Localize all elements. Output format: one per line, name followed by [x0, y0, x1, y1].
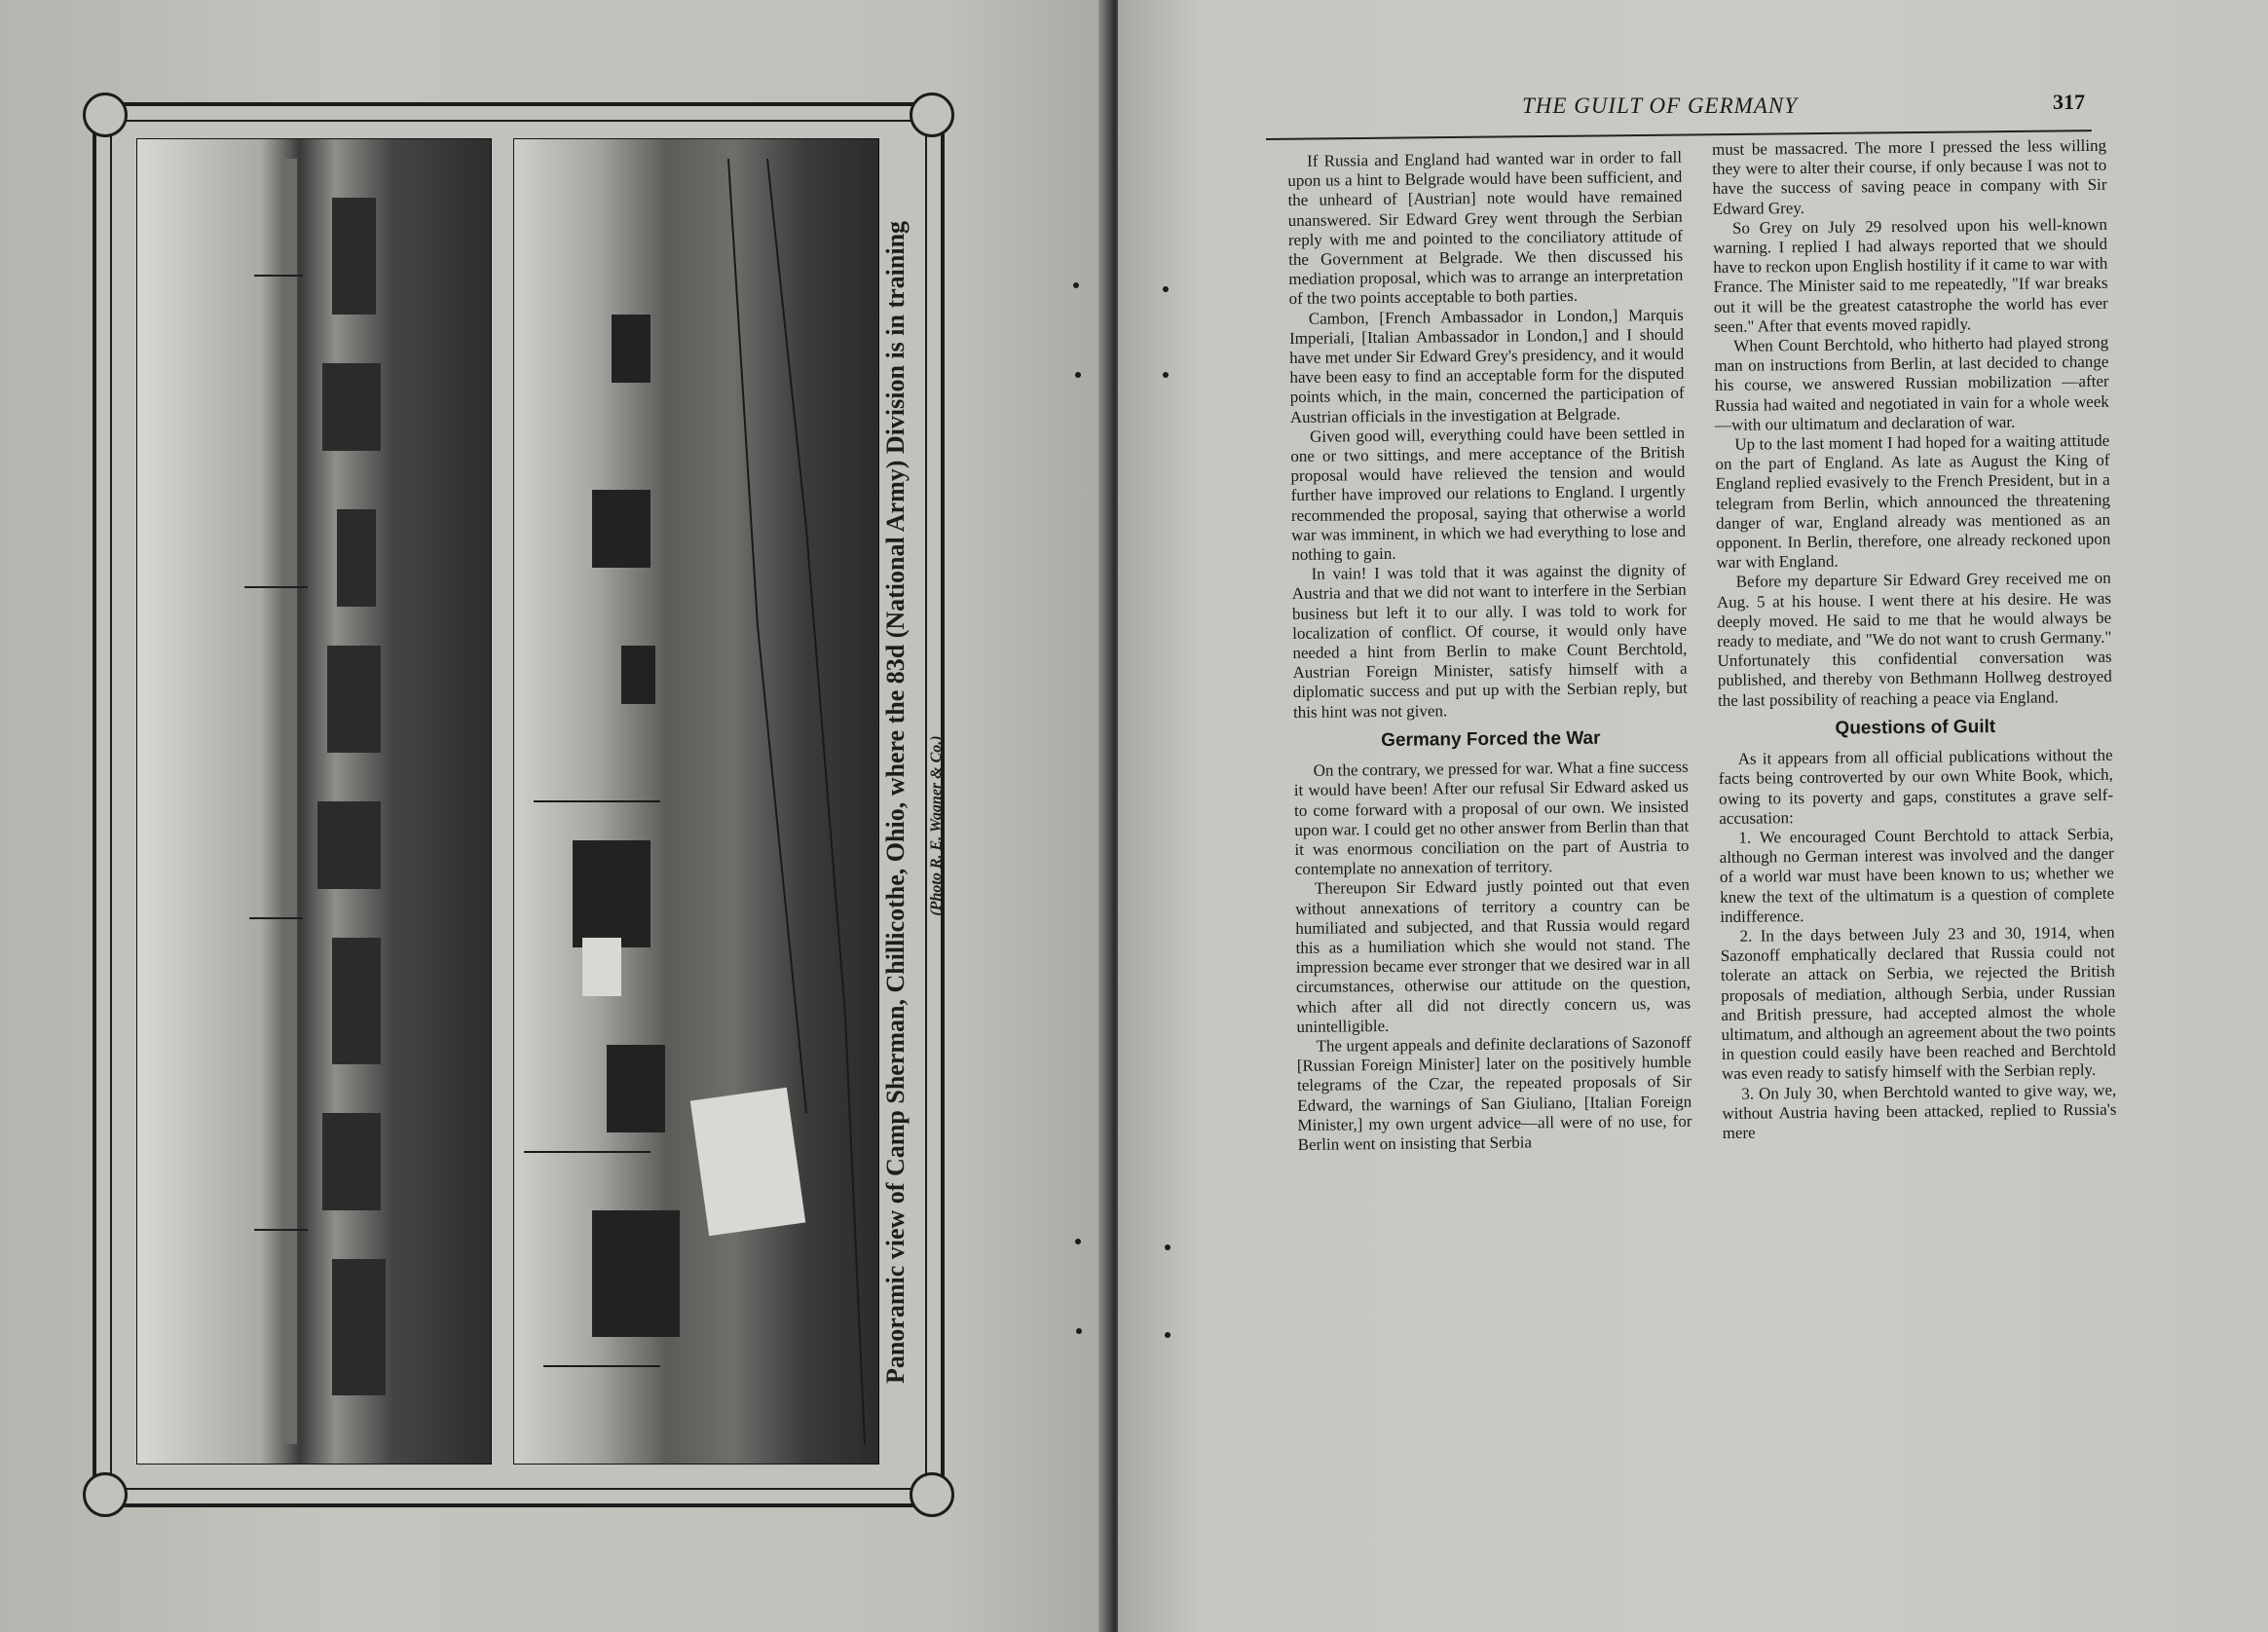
paragraph: Thereupon Sir Edward justly pointed out that even without annexations of territory a country can be humiliated and subjected, and that Russia would regard this as a humiliation which she would not stand. The impression became ever stronger that we desired war in all circumstances, otherwise our attitude on the question, which after all did not directly concern us, was unintelligible. — [1295, 875, 1692, 1036]
page-speck — [1163, 372, 1169, 378]
photo-credit: (Photo R. E. Wagner & Co.) — [928, 735, 945, 916]
frame-ornament — [910, 1472, 954, 1517]
frame-ornament — [83, 93, 128, 137]
plate-caption: Panoramic view of Camp Sherman, Chillicothe, Ohio, where the 83d (National Army) Division is in training — [881, 220, 910, 1385]
text-column-left — [1287, 148, 1692, 1155]
paragraph: On the contrary, we pressed for war. What a fine success it would have been! After our refusal Sir Edward asked us to come forward with a proposal of our own. We insisted upon war. I could get no other answer from Berlin than that it was enormous conciliation on the part of Austria to contemplate no annexation of territory. — [1293, 757, 1690, 879]
paragraph: Up to the last moment I had hoped for a waiting attitude on the part of England. As late as August the King of England replied evasively to the French President, but in a telegram from Berlin, which announced the threatening danger of war, England already was mentioned as an opponent. In Berlin, therefore, one already reckoned upon war with England. — [1715, 430, 2111, 573]
paragraph: In vain! I was told that it was against the dignity of Austria and that we did not want to interfere in the Serbian business but left it to our ally. I was told to work for localization of conflict. Of course, it would only have needed a hint from Berlin to make Count Berchtold, Austrian Foreign Minister, satisfy himself with a diplomatic success and put up with the Serbian reply, but this hint was not given. — [1291, 561, 1688, 722]
page-speck — [1075, 372, 1081, 378]
page-speck — [1163, 286, 1169, 292]
camp-panorama-photo-bottom — [513, 138, 879, 1465]
page-number: 317 — [2053, 90, 2085, 114]
page-speck — [1076, 1328, 1082, 1334]
page-speck — [1165, 1244, 1171, 1250]
running-header: THE GUILT OF GERMANY — [1522, 93, 1798, 118]
paragraph: When Count Berchtold, who hitherto had played strong man on instructions from Berlin, at last decided to change his course, we answered Russian mobilization —after Russia had waited and negotiated in vain for a whole week—with our ultimatum and declaration of war. — [1714, 332, 2109, 434]
paragraph: must be massacred. The more I pressed the less willing they were to alter their course, if only because I was not to have the success of saving peace in company with Sir Edward Grey. — [1712, 135, 2107, 218]
paragraph: So Grey on July 29 resolved upon his well-known warning. I replied I had always reported that we should have to reckon upon English hostility if it came to war with France. The Minister said to me repeatedly, "If war breaks out it will be the greatest catastrophe the world has ever seen." After that events moved rapidly. — [1713, 214, 2108, 336]
paragraph: If Russia and England had wanted war in order to fall upon us a hint to Belgrade would have been sufficient, and the unheard of [Austrian] note would have remained unanswered. Sir Edward Grey went through the Serbian reply with me and pointed to the conciliatory attitude of the Government at Belgrade. We then discussed his mediation proposal, which was to arrange an interpretation of the two points acceptable to both parties. — [1287, 147, 1684, 309]
paragraph: The urgent appeals and definite declarations of Sazonoff [Russian Foreign Minister] later on the positively humble telegrams of the Czar, the repeated proposals of Sir Edward, the warnings of San Giuliano, [Italian Foreign Minister,] my own urgent advice—all were of no use, for Berlin went on insisting that Serbia — [1296, 1032, 1692, 1154]
paragraph: Before my departure Sir Edward Grey received me on Aug. 5 at his house. I went there at his desire. He was deeply moved. He said to me that he would always be ready to mediate, and "We do not want to crush Germany." Unfortunately this confidential conversation was published, and thereby von Bethmann Hollweg destroyed the last possibility of reaching a peace via England. — [1716, 569, 2112, 710]
frame-ornament — [83, 1472, 128, 1517]
paragraph: As it appears from all official publications without the facts being controverted by our own White Book, which, owing to its poverty and gaps, constitutes a grave self-accusation: — [1718, 745, 2114, 828]
page-speck — [1165, 1332, 1171, 1338]
paragraph: Given good will, everything could have been settled in one or two sittings, and mere acceptance of the British proposal would have relieved the tension and would further have improved our relations to England. I urgently recommended the proposal, saying that otherwise a world war was imminent, in which we had everything to lose and nothing to gain. — [1290, 423, 1687, 565]
list-paragraph: 3. On July 30, when Berchtold wanted to give way, we, without Austria having been attacked, replied to Russia's mere — [1722, 1080, 2117, 1142]
list-paragraph: 1. We encouraged Count Berchtold to attack Serbia, although no German interest was involved and the danger of a world war must have been known to us; whether we knew the text of the ultimatum is a question of complete indifference. — [1719, 824, 2115, 926]
camp-panorama-photo-top — [136, 138, 492, 1465]
camp-buildings-illustration — [514, 139, 878, 1464]
paragraph: Cambon, [French Ambassador in London,] Marquis Imperiali, [Italian Ambassador in London,] and I should have met under Sir Edward Grey's presidency, and it would have been easy to find an acceptable form for the disputed points which, in the main, concerned the participation of Austrian officials in the investigation at Belgrade. — [1288, 305, 1685, 427]
section-heading: Questions of Guilt — [1835, 716, 1996, 739]
text-column-right — [1712, 136, 2117, 1143]
page-speck — [1073, 282, 1079, 288]
frame-ornament — [910, 93, 954, 137]
list-paragraph: 2. In the days between July 23 and 30, 1914, when Sazonoff emphatically declared that Russia could not tolerate an attack on Serbia, we rejected the British proposals of mediation, although Serbia, under Russian and British pressure, had accepted almost the whole ultimatum, and although an agreement about the two points in question could easily have been reached and Berchtold was even ready to satisfy himself with the Serbian reply. — [1720, 922, 2116, 1084]
barracks-illustration — [137, 139, 491, 1464]
section-heading: Germany Forced the War — [1381, 727, 1601, 751]
left-page — [0, 0, 1110, 1632]
page-speck — [1075, 1239, 1081, 1244]
